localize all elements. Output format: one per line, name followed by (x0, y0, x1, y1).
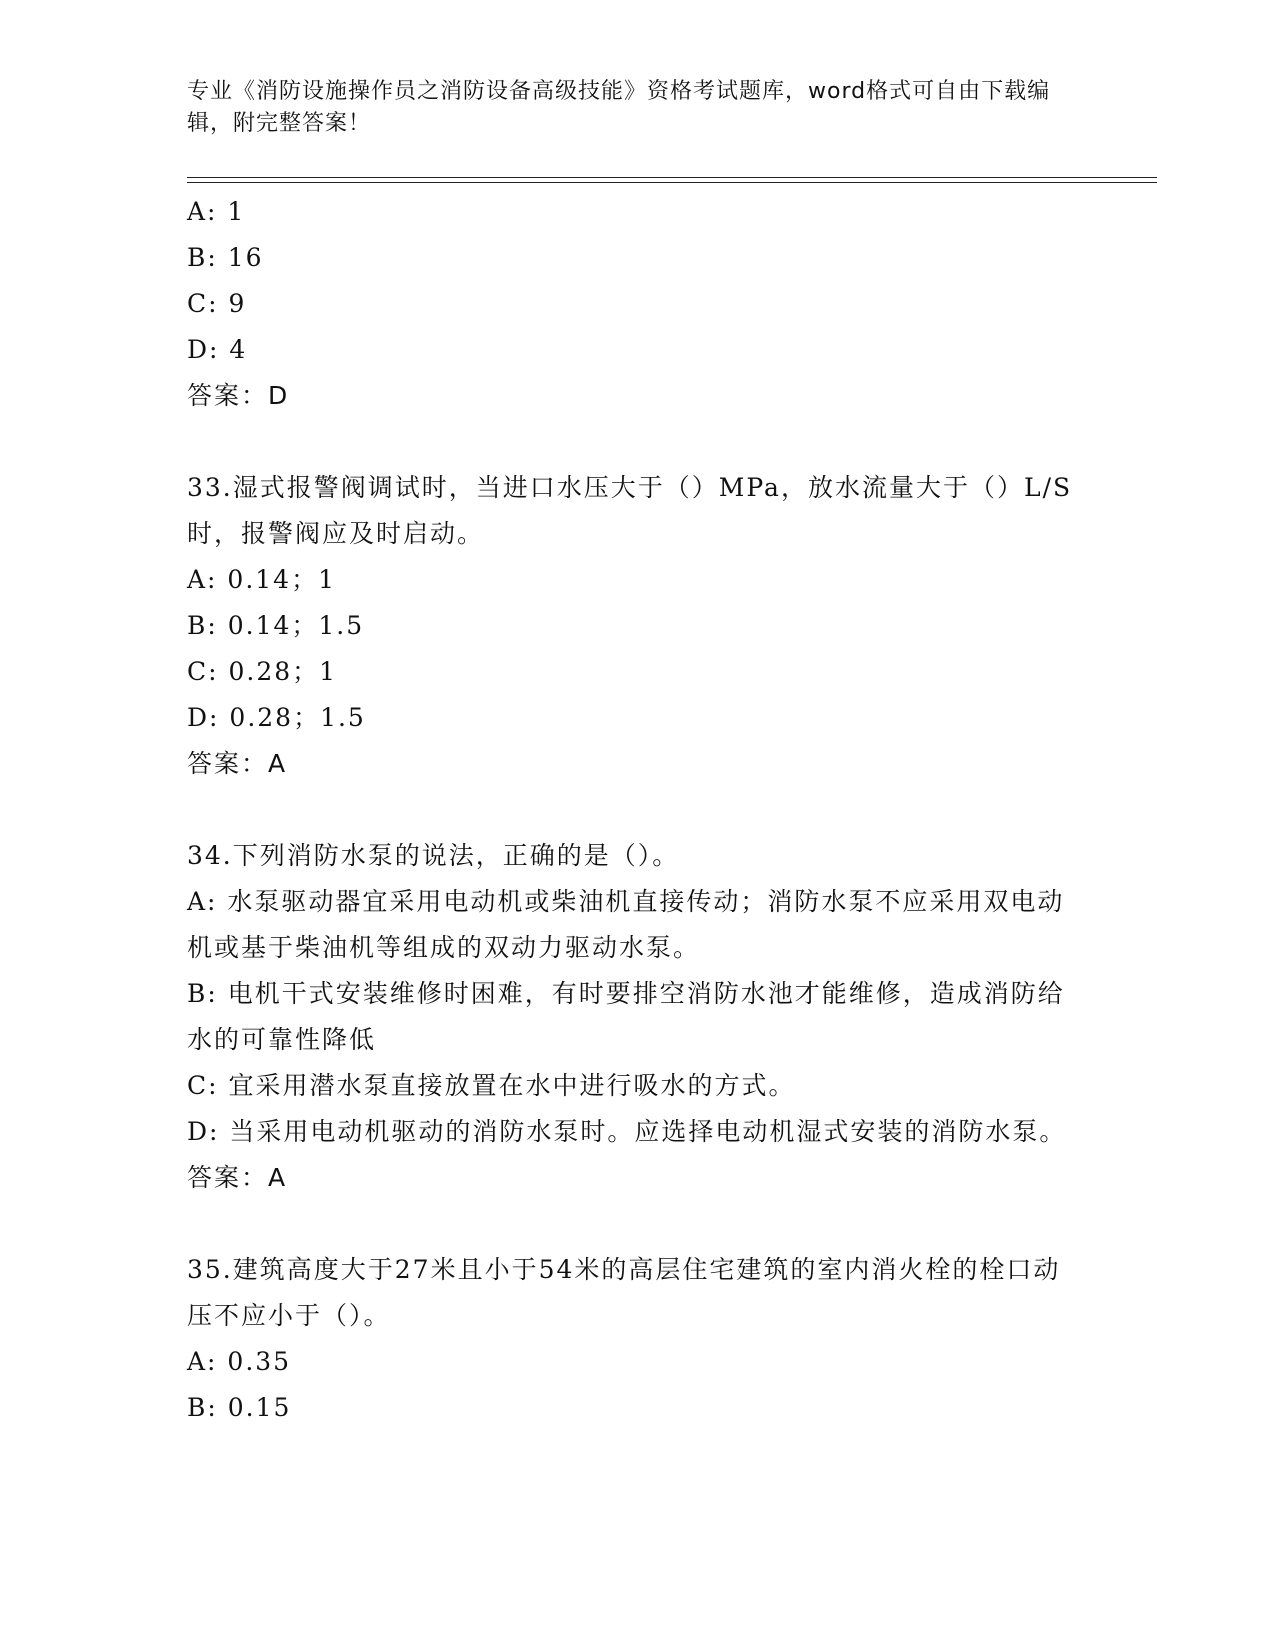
option-b: B: 0.15 (187, 1393, 292, 1422)
option-a: A: 水泵驱动器宜采用电动机或柴油机直接传动；消防水泵不应采用双电动机或基于柴油机等组成的双动力驱动水泵。 (187, 887, 1065, 962)
answer-line: 答案：A (187, 749, 288, 778)
answer-line: 答案：D (187, 381, 290, 410)
option-a: A: 1 (187, 197, 246, 226)
header-rule-bottom (187, 182, 1157, 183)
question-32-block (187, 189, 1077, 419)
option-a: A: 0.14；1 (187, 565, 336, 594)
option-c: C: 9 (187, 289, 247, 318)
option-c: C: 宜采用潜水泵直接放置在水中进行吸水的方式。 (187, 1071, 796, 1100)
option-d: D: 4 (187, 335, 248, 364)
question-list (187, 189, 1077, 1431)
question-text: 33.湿式报警阀调试时，当进口水压大于（）MPa，放水流量大于（）L/S时，报警阀应及时启动。 (187, 473, 1073, 548)
option-b: B: 16 (187, 243, 264, 272)
question-35-block (187, 1247, 1077, 1431)
option-d: D: 当采用电动机驱动的消防水泵时。应选择电动机湿式安装的消防水泵。 (187, 1117, 1067, 1146)
spacer (187, 1201, 1077, 1247)
question-34-block (187, 833, 1077, 1201)
document-header: 专业《消防设施操作员之消防设备高级技能》资格考试题库，word格式可自由下载编辑，附完整答案！ (187, 79, 1051, 136)
option-d: D: 0.28；1.5 (187, 703, 366, 732)
question-text: 34.下列消防水泵的说法，正确的是（）。 (187, 841, 680, 870)
spacer (187, 419, 1077, 465)
option-c: C: 0.28；1 (187, 657, 338, 686)
question-text: 35.建筑高度大于27米且小于54米的高层住宅建筑的室内消火栓的栓口动压不应小于（）。 (187, 1255, 1061, 1330)
question-33-block (187, 465, 1077, 787)
option-a: A: 0.35 (187, 1347, 292, 1376)
option-b: B: 0.14；1.5 (187, 611, 365, 640)
answer-line: 答案：A (187, 1163, 288, 1192)
header-rule-top (187, 177, 1157, 178)
option-b: B: 电机干式安装维修时困难，有时要排空消防水池才能维修，造成消防给水的可靠性降低 (187, 979, 1065, 1054)
spacer (187, 787, 1077, 833)
